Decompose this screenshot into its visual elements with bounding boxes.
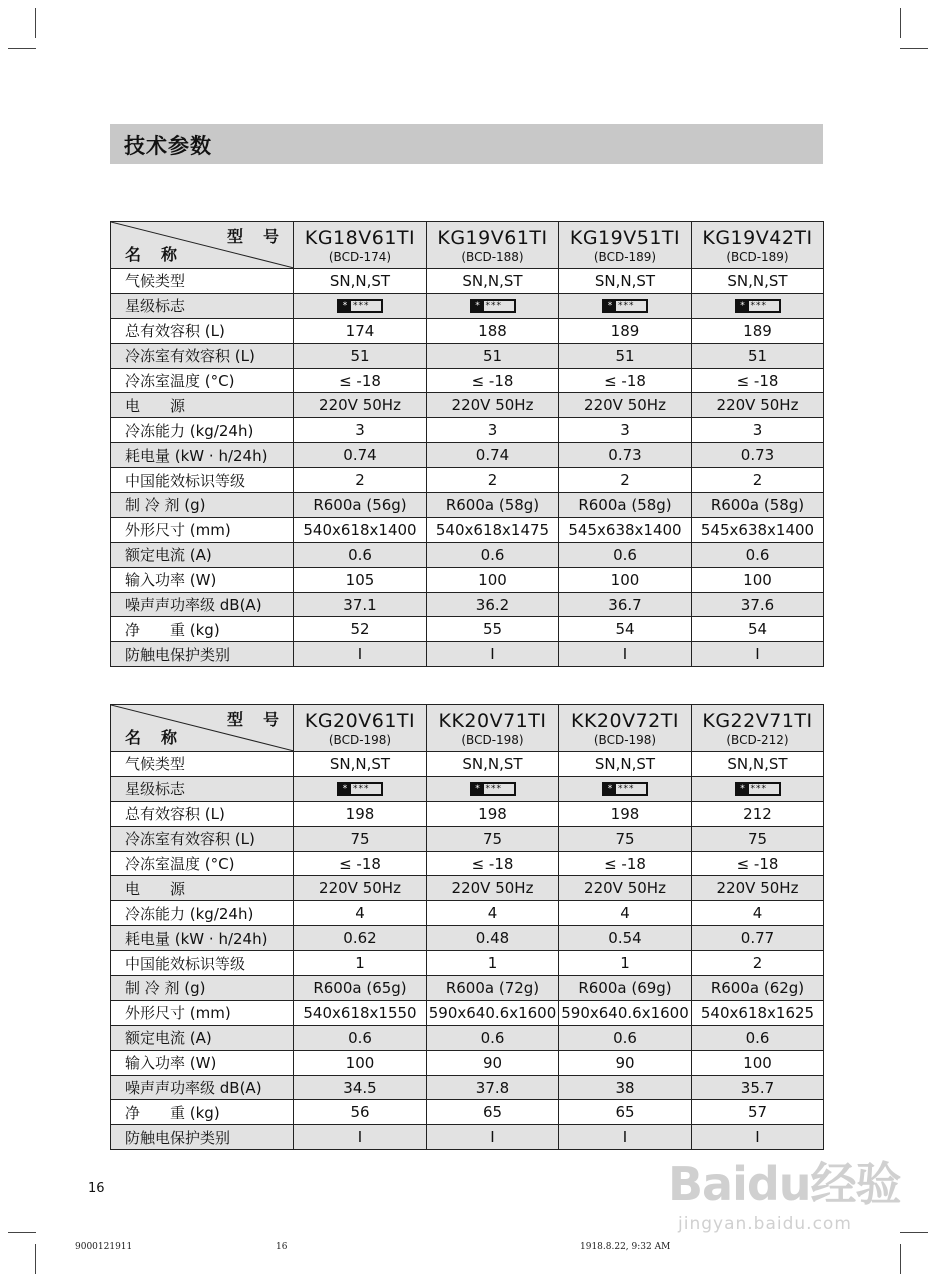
row-label: 冷冻室温度 (°C) [111,368,294,393]
table-cell: 54 [692,617,824,642]
table-row [111,443,824,468]
model-header-cell [559,222,692,269]
table-row [111,1125,824,1150]
table-row [111,752,824,777]
table-cell: 0.6 [692,1025,824,1050]
star-rating-badge: * *** [735,782,781,796]
table-cell: 0.74 [294,443,427,468]
table-cell: 198 [559,801,692,826]
table-cell: 2 [294,468,427,493]
row-label: 净 重 (kg) [111,1100,294,1125]
table-cell [559,293,692,318]
table-cell: 212 [692,801,824,826]
table-cell: 100 [692,567,824,592]
table-cell: 37.6 [692,592,824,617]
table-cell: 220V 50Hz [427,876,559,901]
table-cell: R600a (58g) [559,493,692,518]
model-header-cell [692,705,824,752]
table-row [111,901,824,926]
table-cell: 105 [294,567,427,592]
table-cell: 51 [692,343,824,368]
model-bcd: (BCD-189) [726,250,789,264]
table-cell: 220V 50Hz [294,393,427,418]
table-cell: 54 [559,617,692,642]
row-label: 电 源 [111,876,294,901]
table-cell: SN,N,ST [692,752,824,777]
row-label: 冷冻室有效容积 (L) [111,343,294,368]
table-cell: 545x638x1400 [559,517,692,542]
row-label: 气候类型 [111,269,294,294]
table-cell: 0.6 [692,542,824,567]
table-row [111,293,824,318]
table-row [111,642,824,667]
model-name: KK20V72TI [571,710,679,732]
table-cell: SN,N,ST [692,269,824,294]
model-bcd: (BCD-198) [461,733,524,747]
table-cell: 1 [427,951,559,976]
table-cell: 0.77 [692,926,824,951]
table-cell: 100 [559,567,692,592]
table-cell: 51 [559,343,692,368]
page-number: 16 [88,1181,105,1196]
table-cell: 0.6 [427,542,559,567]
table-header-row [111,222,824,269]
row-label: 中国能效标识等级 [111,468,294,493]
table-row [111,1100,824,1125]
crop-mark [8,1232,36,1233]
table-cell: 0.6 [559,1025,692,1050]
table-cell: 174 [294,318,427,343]
row-label: 净 重 (kg) [111,617,294,642]
table-cell: 220V 50Hz [427,393,559,418]
table-cell: ≤ -18 [692,368,824,393]
table-header-row [111,705,824,752]
table-cell: 0.74 [427,443,559,468]
table-cell: 220V 50Hz [692,876,824,901]
table-row [111,368,824,393]
table-row [111,876,824,901]
header-model-label: 型 号 [226,227,281,246]
model-header-cell [692,222,824,269]
table-cell: 540x618x1625 [692,1000,824,1025]
table-cell: 3 [559,418,692,443]
table-cell: 90 [427,1050,559,1075]
star-rating-badge: * *** [602,299,648,313]
table-cell: 2 [427,468,559,493]
table-cell: 0.6 [294,1025,427,1050]
table-cell: 52 [294,617,427,642]
section-title-bar [110,124,823,164]
table-cell: 100 [294,1050,427,1075]
table-cell: 55 [427,617,559,642]
model-header-cell [294,222,427,269]
row-label: 制 冷 剂 (g) [111,976,294,1001]
model-bcd: (BCD-174) [328,250,392,264]
table-cell: SN,N,ST [294,752,427,777]
star-rating-badge: * *** [337,299,383,313]
model-name: KG20V61TI [304,710,416,732]
table-cell: ≤ -18 [294,851,427,876]
table-cell: 4 [692,901,824,926]
table-cell: I [692,642,824,667]
table-row [111,542,824,567]
table-cell: 38 [559,1075,692,1100]
footer-center: 16 [276,1242,288,1252]
table-row [111,318,824,343]
table-cell: 37.8 [427,1075,559,1100]
table-row [111,776,824,801]
table-cell: I [559,1125,692,1150]
table-cell: 590x640.6x1600 [559,1000,692,1025]
table-row [111,517,824,542]
table-cell: ≤ -18 [692,851,824,876]
row-label: 噪声声功率级 dB(A) [111,592,294,617]
table-cell: ≤ -18 [427,368,559,393]
table-row [111,393,824,418]
table-cell: ≤ -18 [294,368,427,393]
row-label: 中国能效标识等级 [111,951,294,976]
table-cell: R600a (72g) [427,976,559,1001]
table-cell: ≤ -18 [559,851,692,876]
table-cell: 56 [294,1100,427,1125]
table-cell: 100 [427,567,559,592]
table-cell: 2 [559,468,692,493]
row-label: 星级标志 [111,293,294,318]
model-bcd: (BCD-188) [461,250,524,264]
table-cell: 4 [294,901,427,926]
table-cell: 0.6 [559,542,692,567]
row-label: 额定电流 (A) [111,542,294,567]
row-label: 耗电量 (kW · h/24h) [111,443,294,468]
table-cell: 0.6 [294,542,427,567]
row-label: 防触电保护类别 [111,642,294,667]
table-cell: 51 [427,343,559,368]
table-cell: 100 [692,1050,824,1075]
star-rating-badge: * *** [470,782,516,796]
table-cell: SN,N,ST [559,752,692,777]
model-bcd: (BCD-212) [726,733,789,747]
table-cell: R600a (58g) [427,493,559,518]
table-cell: 0.54 [559,926,692,951]
table-row [111,567,824,592]
table-cell: 540x618x1400 [294,517,427,542]
row-label: 防触电保护类别 [111,1125,294,1150]
table-cell: I [294,642,427,667]
row-label: 气候类型 [111,752,294,777]
table-row [111,851,824,876]
table-cell: R600a (62g) [692,976,824,1001]
table-cell [294,293,427,318]
table-cell: 1 [559,951,692,976]
table-cell: SN,N,ST [427,269,559,294]
table-cell: 189 [559,318,692,343]
model-bcd: (BCD-198) [328,733,392,747]
table-cell: 3 [692,418,824,443]
table-cell: 37.1 [294,592,427,617]
row-label: 总有效容积 (L) [111,318,294,343]
table-cell: 220V 50Hz [559,393,692,418]
table-row [111,468,824,493]
table-row [111,976,824,1001]
table-cell: 220V 50Hz [294,876,427,901]
table-row [111,418,824,443]
row-label: 冷冻室有效容积 (L) [111,826,294,851]
header-name-label: 名 称 [125,728,180,747]
table-cell [294,776,427,801]
model-name: KG19V61TI [437,227,548,249]
table-row [111,592,824,617]
row-label: 冷冻能力 (kg/24h) [111,901,294,926]
table-cell: 220V 50Hz [692,393,824,418]
watermark-url: jingyan.baidu.com [678,1214,852,1234]
table-cell: 198 [427,801,559,826]
table-cell: 540x618x1475 [427,517,559,542]
table-cell: I [559,642,692,667]
table-cell: R600a (58g) [692,493,824,518]
model-header-cell [559,705,692,752]
crop-mark [900,1244,901,1274]
star-rating-badge: * *** [735,299,781,313]
table-row [111,617,824,642]
row-label: 噪声声功率级 dB(A) [111,1075,294,1100]
table-cell: I [692,1125,824,1150]
table-row [111,269,824,294]
table-cell: 65 [427,1100,559,1125]
table-cell: 590x640.6x1600 [427,1000,559,1025]
table-cell: 75 [427,826,559,851]
table-cell: I [294,1125,427,1150]
model-header-cell [294,705,427,752]
row-label: 额定电流 (A) [111,1025,294,1050]
footer-left: 9000121911 [75,1242,133,1252]
table-cell: 4 [559,901,692,926]
header-name-label: 名 称 [125,245,180,264]
table-cell: SN,N,ST [427,752,559,777]
table-cell: 4 [427,901,559,926]
table-row [111,493,824,518]
table-row [111,1075,824,1100]
table-cell: 75 [294,826,427,851]
table-cell: R600a (65g) [294,976,427,1001]
star-rating-badge: * *** [470,299,516,313]
table-cell: R600a (69g) [559,976,692,1001]
table-cell: 545x638x1400 [692,517,824,542]
header-model-label: 型 号 [226,710,281,729]
model-name: KG22V71TI [702,710,813,732]
table-cell: 1 [294,951,427,976]
table-row [111,926,824,951]
table-row [111,1000,824,1025]
table-row [111,826,824,851]
table-cell: I [427,1125,559,1150]
table-row [111,1050,824,1075]
star-rating-badge: * *** [602,782,648,796]
table-row [111,951,824,976]
table-cell: 0.62 [294,926,427,951]
crop-mark [35,8,36,38]
row-label: 外形尺寸 (mm) [111,1000,294,1025]
table-cell: R600a (56g) [294,493,427,518]
table-cell: 189 [692,318,824,343]
table-cell: 0.6 [427,1025,559,1050]
table-cell: 3 [294,418,427,443]
model-bcd: (BCD-198) [593,733,657,747]
row-label: 冷冻室温度 (°C) [111,851,294,876]
table-cell [427,293,559,318]
model-name: KK20V71TI [438,710,547,732]
table-cell: 2 [692,468,824,493]
table-cell: 65 [559,1100,692,1125]
table-cell: ≤ -18 [559,368,692,393]
row-label: 耗电量 (kW · h/24h) [111,926,294,951]
row-label: 星级标志 [111,776,294,801]
table-cell: 34.5 [294,1075,427,1100]
row-label: 制 冷 剂 (g) [111,493,294,518]
model-name: KG19V42TI [702,227,813,249]
spec-table-2 [110,704,824,1150]
row-label: 总有效容积 (L) [111,801,294,826]
table-cell [692,293,824,318]
crop-mark [8,48,36,49]
crop-mark [900,1232,928,1233]
table-row [111,343,824,368]
table-cell: 36.2 [427,592,559,617]
star-rating-badge: * *** [337,782,383,796]
table-row [111,1025,824,1050]
table-cell: 36.7 [559,592,692,617]
table-cell: 35.7 [692,1075,824,1100]
model-header-cell [427,705,559,752]
table-cell: 0.73 [692,443,824,468]
table-cell: 198 [294,801,427,826]
row-label: 输入功率 (W) [111,567,294,592]
table-cell: 540x618x1550 [294,1000,427,1025]
table-row [111,801,824,826]
table-cell: 0.73 [559,443,692,468]
table-cell: 220V 50Hz [559,876,692,901]
table-cell: 57 [692,1100,824,1125]
table-cell: 75 [692,826,824,851]
model-header-cell [427,222,559,269]
diagonal-header-cell [111,705,294,752]
model-bcd: (BCD-189) [593,250,657,264]
table-cell [559,776,692,801]
watermark [668,1148,901,1234]
watermark-logo: Baidu经验 [668,1157,901,1211]
crop-mark [900,48,928,49]
table-cell: 3 [427,418,559,443]
crop-mark [900,8,901,38]
spec-table-1 [110,221,824,667]
table-cell: 75 [559,826,692,851]
table-cell: 90 [559,1050,692,1075]
table-cell: I [427,642,559,667]
table-cell: 0.48 [427,926,559,951]
diagonal-header-cell [111,222,294,269]
table-cell: 188 [427,318,559,343]
table-cell: 51 [294,343,427,368]
table-cell: SN,N,ST [294,269,427,294]
footer-right: 1918.8.22, 9:32 AM [580,1242,671,1252]
model-name: KG18V61TI [304,227,416,249]
section-title: 技术参数 [124,134,212,158]
row-label: 输入功率 (W) [111,1050,294,1075]
crop-mark [35,1244,36,1274]
table-cell [427,776,559,801]
row-label: 冷冻能力 (kg/24h) [111,418,294,443]
row-label: 电 源 [111,393,294,418]
row-label: 外形尺寸 (mm) [111,517,294,542]
model-name: KG19V51TI [569,227,681,249]
table-cell: ≤ -18 [427,851,559,876]
table-cell: 2 [692,951,824,976]
table-cell [692,776,824,801]
table-cell: SN,N,ST [559,269,692,294]
